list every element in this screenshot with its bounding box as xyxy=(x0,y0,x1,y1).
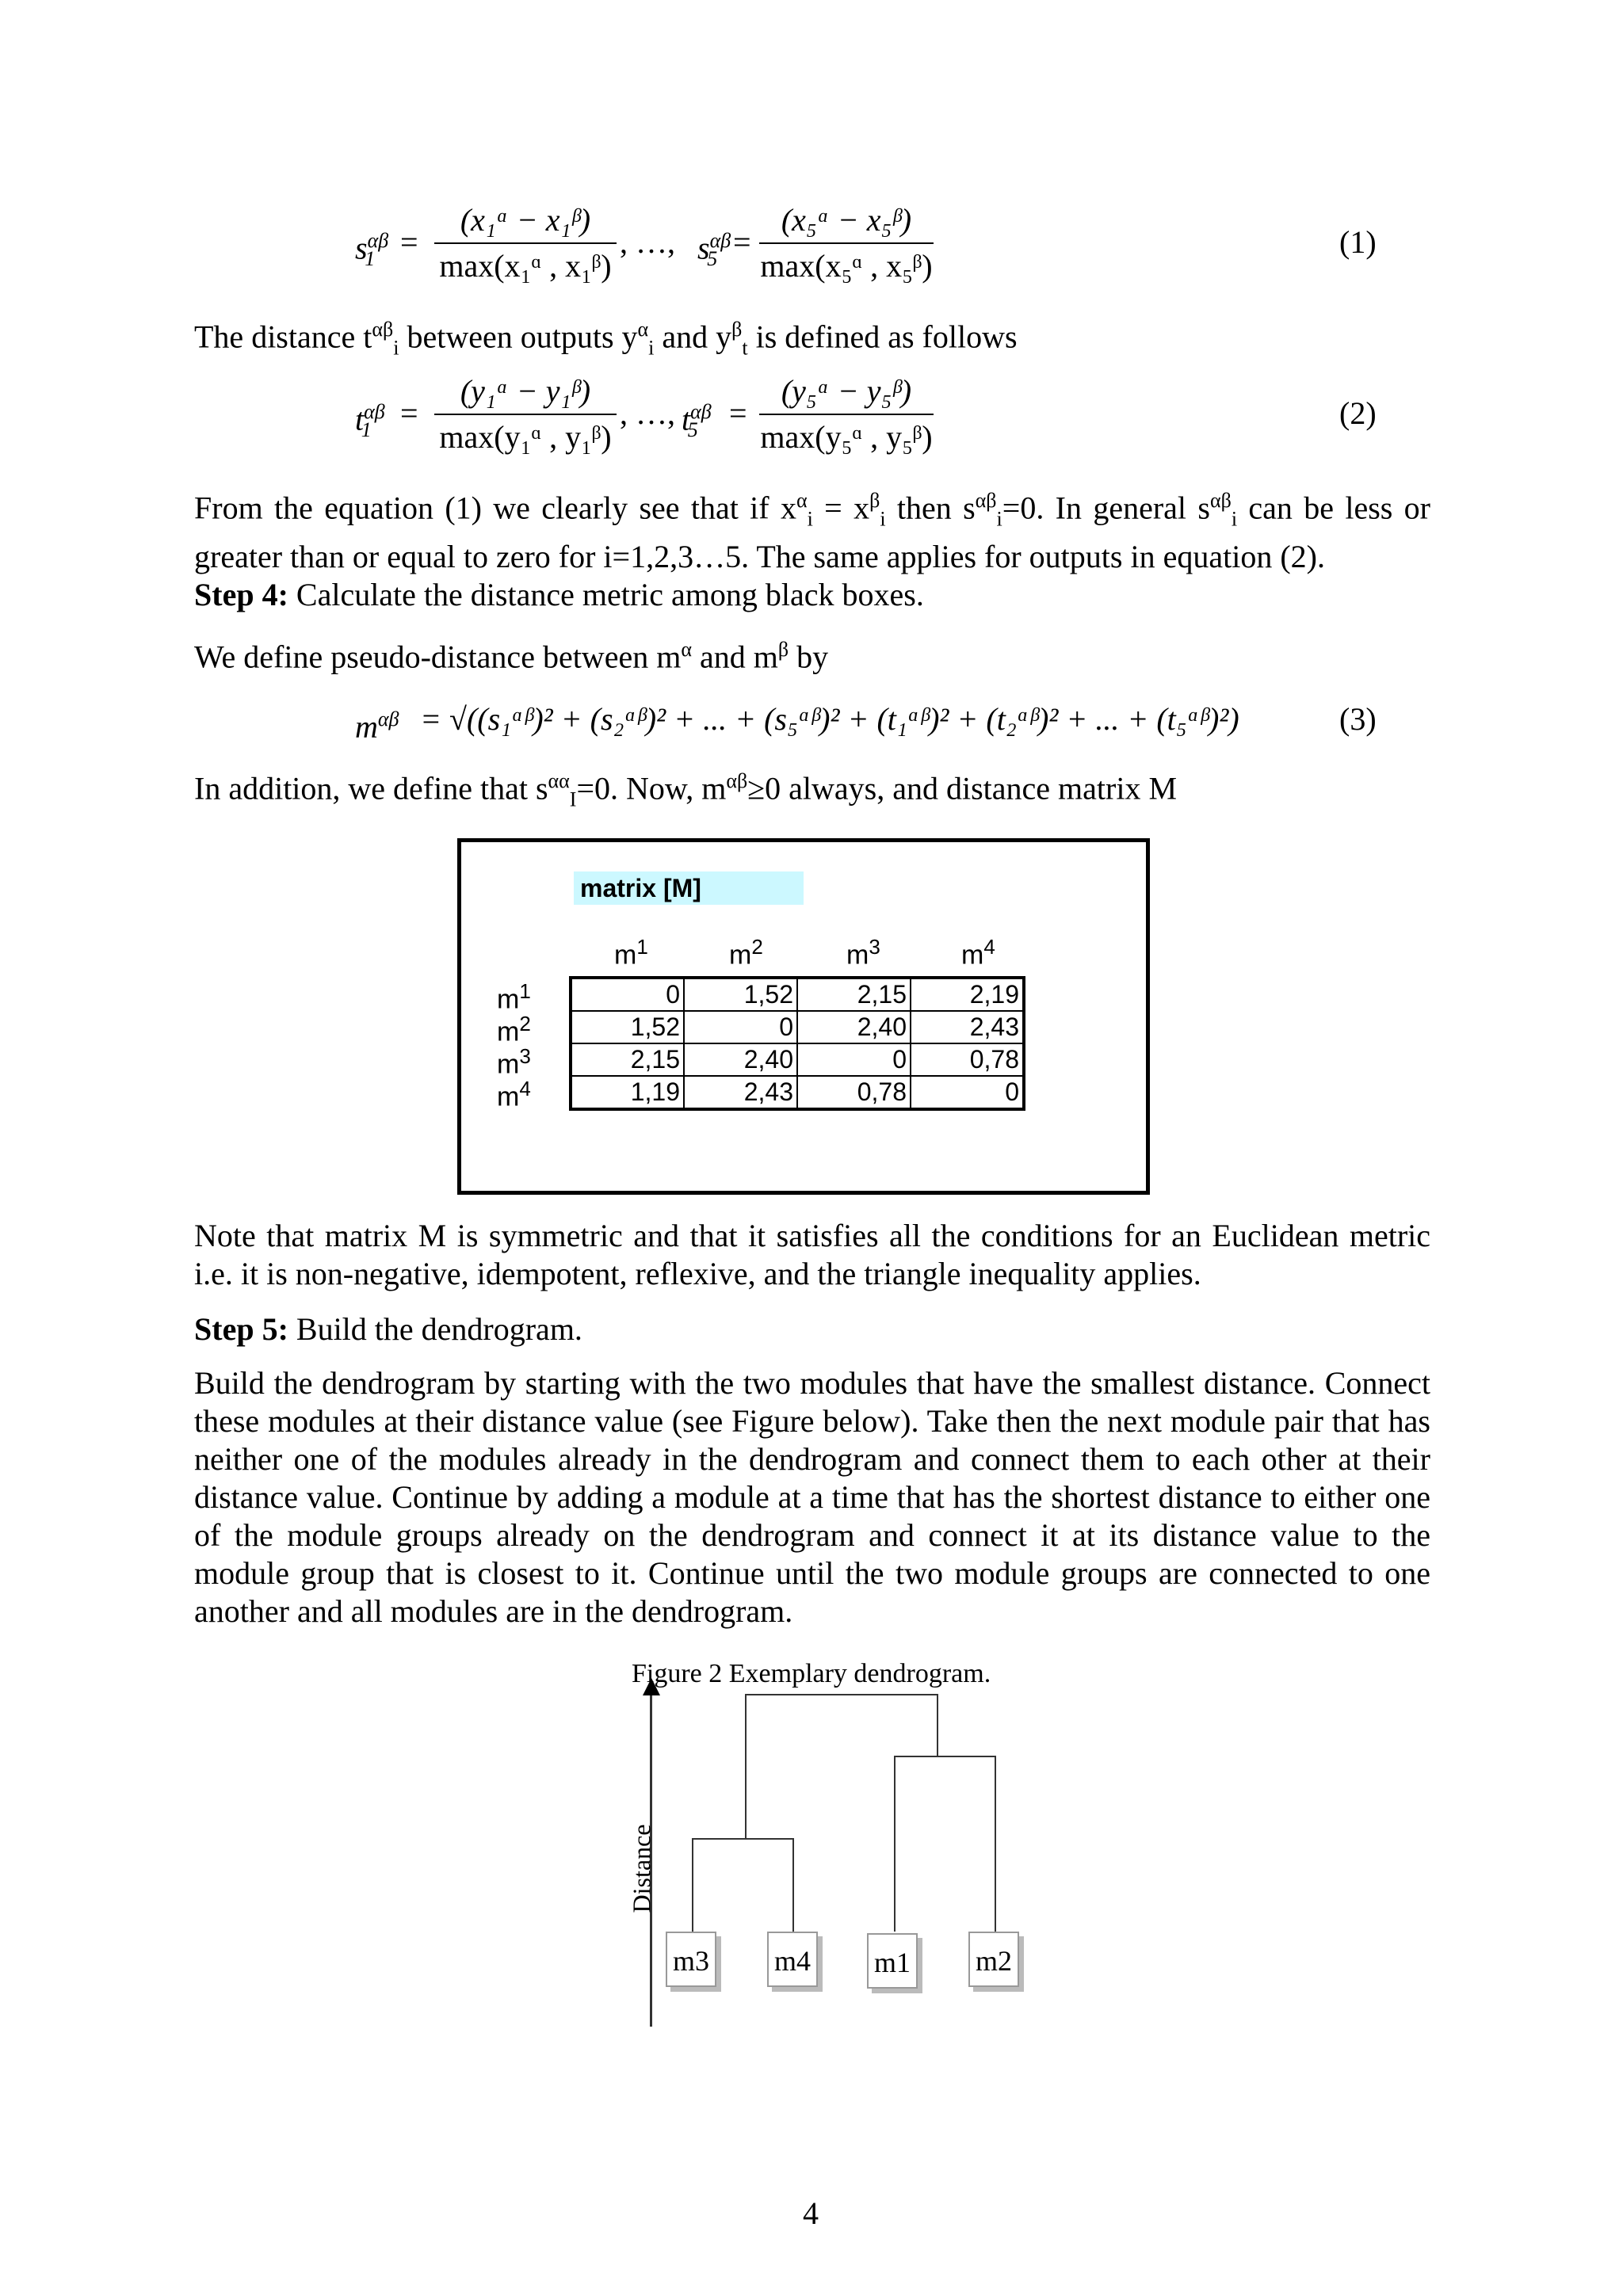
matrix-cell: 2,40 xyxy=(797,1011,911,1043)
matrix-cell: 2,40 xyxy=(684,1043,797,1076)
page-number: 4 xyxy=(803,2195,819,2231)
eq3-number: (3) xyxy=(1339,701,1377,737)
dendro-line xyxy=(894,1756,896,1932)
eq1-ellipsis: , …, xyxy=(620,224,675,260)
table-row xyxy=(571,1043,1024,1076)
matrix-col-header-1: $m^1$ xyxy=(614,935,648,971)
eq3-rhs: = √((s₁ᵅᵝ)² + (s₂ᵅᵝ)² + ... + (s₅ᵅᵝ)² + (t₁ᵅᵝ)² + (t₂ᵅᵝ)² + ... + (t₅ᵅᵝ)²) xyxy=(420,701,1239,737)
matrix-cell: 2,43 xyxy=(684,1076,797,1109)
dendro-line xyxy=(995,1756,996,1932)
eq3-lhs: $m^{\alpha\beta}$ xyxy=(355,707,399,745)
dendro-line xyxy=(745,1694,938,1695)
matrix-cell: 2,43 xyxy=(911,1011,1024,1043)
dendro-line xyxy=(792,1838,794,1933)
matrix-row-label-1: $m^1$ xyxy=(497,979,531,1015)
eq2-fraction-bar-2 xyxy=(759,414,934,415)
eq1-numerator-2: (x₅ᵅ − x₅ᵝ) xyxy=(781,202,912,238)
step-4-heading: Step 4: Calculate the distance metric among black boxes. xyxy=(194,577,924,612)
matrix-cell: 2,19 xyxy=(911,978,1024,1011)
eq1-lhs: $s^{\alpha\beta}_1$ xyxy=(355,229,389,271)
dendro-line xyxy=(692,1838,794,1840)
matrix-col-header-3: $m^3$ xyxy=(846,935,880,971)
dendrogram-node: m4 xyxy=(767,1932,818,1987)
matrix-cell: 2,15 xyxy=(797,978,911,1011)
paragraph-equation-discussion: From the equation (1) we clearly see that if $x^\alpha_i = x^\beta_i$ then $s^{\alpha\beta}_i=0$. In general $s^{\alpha\beta}_i$ can be less or greater than or equal to zero for i=1,2,3…5. The same applies for outputs in equation (2). xyxy=(194,489,1431,575)
eq1-equals-2: = xyxy=(733,224,751,260)
table-row xyxy=(571,978,1024,1011)
dendrogram-node: m3 xyxy=(666,1932,716,1987)
dendrogram-node: m2 xyxy=(968,1932,1019,1987)
matrix-row-label-3: $m^3$ xyxy=(497,1044,531,1080)
matrix-col-header-4: $m^4$ xyxy=(961,935,995,971)
matrix-cell: 0,78 xyxy=(911,1043,1024,1076)
axis-arrow-icon xyxy=(643,1678,660,1695)
eq2-denominator-1: max(y₁ᵅ , y₁ᵝ) xyxy=(439,419,612,455)
distance-matrix-table xyxy=(569,976,1025,1111)
eq1-denominator-2: max(x₅ᵅ , x₅ᵝ) xyxy=(760,248,933,284)
eq2-number: (2) xyxy=(1339,395,1377,431)
eq2-equals-1: = xyxy=(400,395,418,431)
dendro-line xyxy=(894,1756,996,1757)
matrix-cell: 0 xyxy=(797,1043,911,1076)
pseudo-distance-line: We define pseudo-distance between $m^\alpha$ and $m^\beta$ by xyxy=(194,638,829,675)
table-row xyxy=(571,1011,1024,1043)
dendro-line xyxy=(745,1694,747,1838)
eq1-denominator-1: max(x₁ᵅ , x₁ᵝ) xyxy=(439,248,612,284)
dendro-line xyxy=(937,1694,938,1756)
paragraph-matrix-note: Note that matrix M is symmetric and that it satisfies all the conditions for an Euclidean metric i.e. it is non-negative, idempotent, reflexive, and the triangle inequality applies. xyxy=(194,1218,1430,1291)
figure-caption: Figure 2 Exemplary dendrogram. xyxy=(632,1659,991,1688)
eq2-denominator-2: max(y₅ᵅ , y₅ᵝ) xyxy=(760,419,933,455)
paragraph-build-dendrogram: Build the dendrogram by starting with the two modules that have the smallest distance. Connect these modules at their distance value (see Figure below). Take then the next module pair that has neither one of the modules already in the dendrogram and connect them to each other at their distance value. Continue by adding a module at a time that has the shortest distance to either one of the module groups already on the dendrogram and connect it at its distance value to the module group that is closest to it. Continue until the two module groups are connected to one another and all modules are in the dendrogram. xyxy=(194,1365,1430,1629)
eq1-numerator-1: (x₁ᵅ − x₁ᵝ) xyxy=(460,202,591,238)
matrix-cell: 1,52 xyxy=(571,1011,684,1043)
eq1-equals-1: = xyxy=(400,224,418,260)
matrix-cell: 0 xyxy=(684,1011,797,1043)
dendrogram-node: m1 xyxy=(867,1933,918,1989)
matrix-cell: 0 xyxy=(911,1076,1024,1109)
matrix-row-label-4: $m^4$ xyxy=(497,1077,531,1112)
matrix-cell: 0,78 xyxy=(797,1076,911,1109)
eq2-fraction-bar-1 xyxy=(434,414,617,415)
eq2-equals-2: = xyxy=(729,395,747,431)
axis-label: Distance xyxy=(627,1824,656,1913)
addition-line: In addition, we define that $s^{\alpha\alpha}_I=0$. Now, $m^{\alpha\beta}\ge 0$ always, and distance matrix M xyxy=(194,769,1178,811)
matrix-row-label-2: $m^2$ xyxy=(497,1012,531,1047)
eq2-numerator-2: (y₅ᵅ − y₅ᵝ) xyxy=(781,373,912,409)
eq1-fraction-bar-2 xyxy=(759,242,934,244)
distance-t-line: The distance $t^{\alpha\beta}_i$ between outputs $y^\alpha_i$ and $y^\beta_t$ is defined as follows xyxy=(194,318,1018,360)
eq1-fraction-bar-1 xyxy=(434,242,617,244)
matrix-cell: 1,19 xyxy=(571,1076,684,1109)
matrix-cell: 1,52 xyxy=(684,978,797,1011)
eq2-numerator-1: (y₁ᵅ − y₁ᵝ) xyxy=(460,373,591,409)
eq2-ellipsis: , …, xyxy=(620,395,675,431)
eq1-lhs-5: $s^{\alpha\beta}_5$ xyxy=(697,229,731,271)
dendro-line xyxy=(692,1838,693,1933)
eq2-lhs-5: $t^{\alpha\beta}_5$ xyxy=(682,400,712,442)
matrix-cell: 0 xyxy=(571,978,684,1011)
step-5-heading: Step 5: Build the dendrogram. xyxy=(194,1311,582,1347)
matrix-col-header-2: $m^2$ xyxy=(729,935,763,971)
matrix-cell: 2,15 xyxy=(571,1043,684,1076)
table-row xyxy=(571,1076,1024,1109)
eq1-number: (1) xyxy=(1339,224,1377,260)
matrix-title: matrix [M] xyxy=(574,871,804,905)
eq2-lhs: $t^{\alpha\beta}_1$ xyxy=(355,400,385,442)
